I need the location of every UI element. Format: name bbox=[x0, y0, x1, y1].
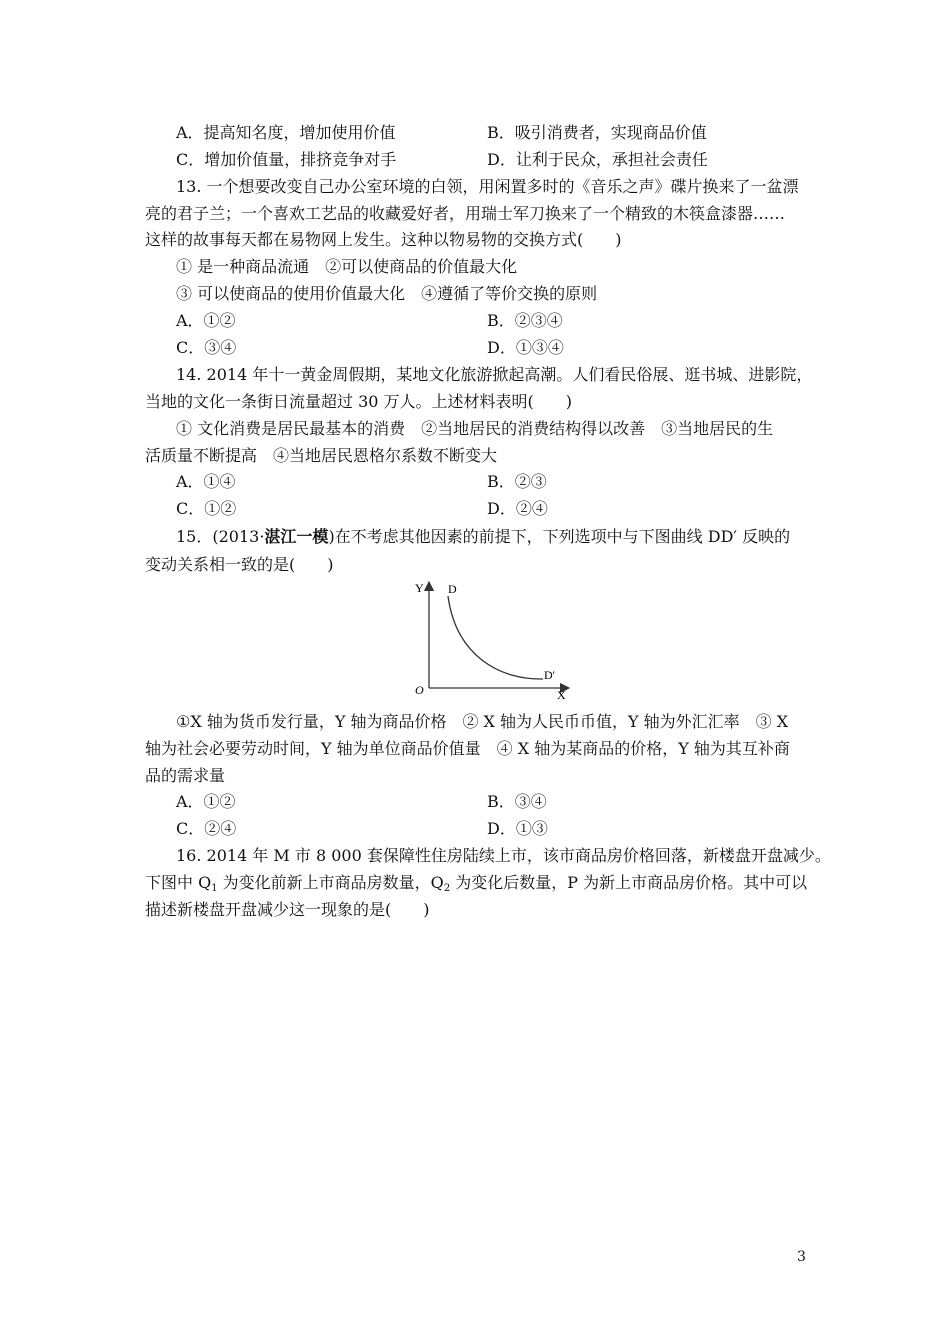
q16-text-b: 为变化前新上市商品房数量，Q bbox=[217, 873, 444, 892]
q16-stem-line-3: 描述新楼盘开盘减少这一现象的是( ) bbox=[145, 900, 430, 919]
x-axis-label: X bbox=[557, 688, 566, 700]
q13-statement-1: ① 是一种商品流通 ②可以使商品的价值最大化 bbox=[176, 257, 518, 276]
q12-option-c: C．增加价值量，排挤竞争对手 bbox=[176, 150, 397, 169]
curve-end-label: D' bbox=[544, 668, 555, 682]
q14-statement-2: 活质量不断提高 ④当地居民恩格尔系数不断变大 bbox=[145, 446, 498, 465]
q13-stem-line-2: 亮的君子兰；一个喜欢工艺品的收藏爱好者，用瑞士军刀换来了一个精致的木筷盒漆器…… bbox=[145, 204, 786, 223]
curve-start-label: D bbox=[448, 582, 457, 596]
q16-text-a: 下图中 Q bbox=[145, 873, 212, 892]
q14-option-b: B．②③ bbox=[487, 472, 547, 491]
q14-stem-line-2: 当地的文化一条街日流量超过 30 万人。上述材料表明( ) bbox=[145, 392, 573, 411]
q16-sub-1: 1 bbox=[211, 883, 218, 894]
q13-statement-2: ③ 可以使商品的使用价值最大化 ④遵循了等价交换的原则 bbox=[176, 284, 598, 303]
q15-option-d: D．①③ bbox=[487, 819, 548, 838]
q16-stem-line-1: 16. 2014 年 M 市 8 000 套保障性住房陆续上市，该市商品房价格回落，新楼盘开盘减少。 bbox=[176, 846, 831, 865]
q14-stem-line-1: 14. 2014 年十一黄金周假期，某地文化旅游掀起高潮。人们看民俗展、逛书城、进影院， bbox=[176, 365, 813, 384]
q14-option-d: D．②④ bbox=[487, 499, 548, 518]
origin-label: O bbox=[415, 683, 424, 697]
q16-sub-2: 2 bbox=[443, 883, 451, 894]
q15-statement-line-1: ①X 轴为货币发行量，Y 轴为商品价格 ② X 轴为人民币币值，Y 轴为外汇汇率 ③ X bbox=[176, 712, 789, 731]
q12-option-a: A．提高知名度，增加使用价值 bbox=[176, 123, 396, 142]
dd-curve bbox=[448, 596, 543, 679]
q15-stem-text: )在不考虑其他因素的前提下，下列选项中与下图曲线 DD′ 反映的 bbox=[328, 527, 791, 546]
q14-option-c: C．①② bbox=[176, 499, 237, 518]
q13-option-a: A．①② bbox=[176, 311, 236, 330]
q15-stem-line-2: 变动关系相一致的是( ) bbox=[145, 555, 334, 574]
y-axis-label: Y bbox=[415, 581, 424, 595]
q14-statement-1: ① 文化消费是居民最基本的消费 ②当地居民的消费结构得以改善 ③当地居民的生 bbox=[176, 419, 774, 438]
q12-option-b: B．吸引消费者，实现商品价值 bbox=[487, 123, 707, 142]
q14-option-a: A．①④ bbox=[176, 472, 236, 491]
q15-stem-line-1 bbox=[176, 527, 790, 547]
q15-statement-line-3: 品的需求量 bbox=[145, 766, 226, 785]
q15-option-b: B．③④ bbox=[487, 792, 547, 811]
q12-option-d: D．让利于民众，承担社会责任 bbox=[487, 150, 708, 169]
q13-option-b: B．②③④ bbox=[487, 311, 563, 330]
q15-source: 湛江一模 bbox=[264, 527, 329, 546]
q15-number: 15．(2013· bbox=[176, 527, 265, 546]
q15-curve-figure bbox=[410, 578, 580, 700]
q13-option-c: C．③④ bbox=[176, 338, 237, 357]
q15-option-a: A．①② bbox=[176, 792, 236, 811]
q13-option-d: D．①③④ bbox=[487, 338, 564, 357]
q16-text-c: 为变化后数量，P 为新上市商品房价格。其中可以 bbox=[450, 873, 808, 892]
q15-option-c: C．②④ bbox=[176, 819, 237, 838]
q13-stem-line-1: 13. 一个想要改变自己办公室环境的白领，用闲置多时的《音乐之声》碟片换来了一盆漂 bbox=[176, 177, 799, 196]
q13-stem-line-3: 这样的故事每天都在易物网上发生。这种以物易物的交换方式( ) bbox=[145, 230, 622, 249]
page-number: 3 bbox=[797, 1249, 806, 1265]
q16-stem-line-2 bbox=[145, 873, 807, 893]
q15-statement-line-2: 轴为社会必要劳动时间，Y 轴为单位商品价值量 ④ X 轴为某商品的价格，Y 轴为其互补商 bbox=[145, 739, 790, 758]
